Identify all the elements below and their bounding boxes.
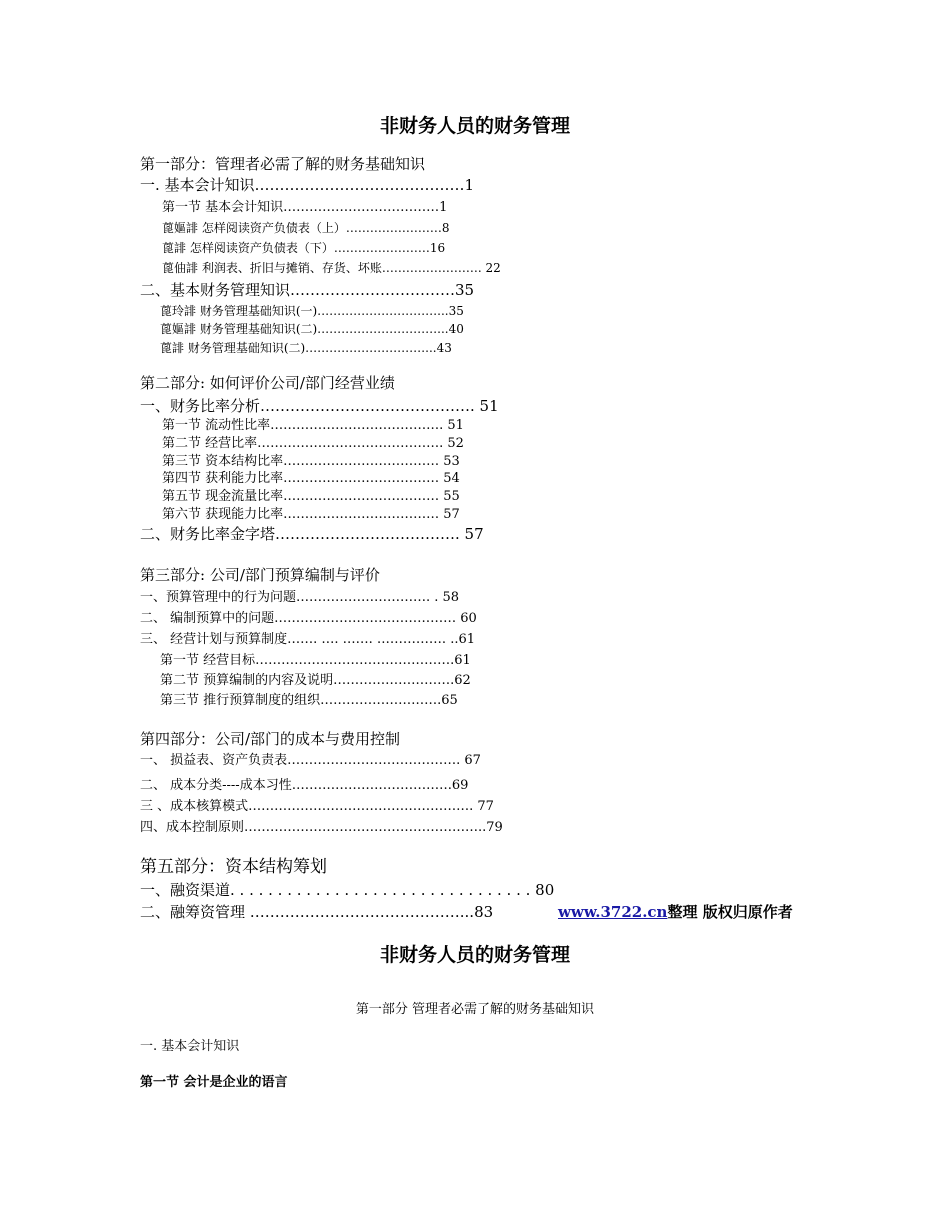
toc-entry-4-1: 一、 损益表、资产负责表…………………………………. 67 [140,753,481,768]
toc-entry-2-1-6: 第六节 获现能力比率……………………………… 57 [162,507,460,522]
part5-heading: 第五部分：资本结构筹划 [140,857,327,877]
body-title: 非财务人员的财务管理 [379,944,570,966]
toc-entry-2-1-5: 第五节 现金流量比率……………………………… 55 [162,489,460,504]
toc-entry-2-1: 一、财务比率分析……………………………………. 51 [140,397,499,415]
part4-heading: 第四部分：公司/部门的成本与费用控制 [140,730,401,748]
toc-entry-2-2: 二、财务比率金字塔………………………………. 57 [140,525,484,543]
toc-entry-1-1: 一. 基本会计知识……………………………………1 [140,176,475,194]
body-section-heading: 一. 基本会计知识 [140,1039,240,1054]
credit-line [558,905,793,920]
toc-entry-2-1-4: 第四节 获利能力比率……………………………… 54 [162,471,460,486]
body-subsection-heading: 第一节 会计是企业的语言 [140,1075,288,1090]
toc-entry-2-1-2: 第二节 经营比率……………………………………. 52 [162,436,464,451]
toc-entry-1-1-2: 蓖嫗誹 怎样阅读资产负债表（上）……………………8 [162,221,450,235]
toc-entry-1-2: 二、基本财务管理知识……………………………35 [140,281,475,299]
website-link[interactable]: www.3722.cn [558,903,668,921]
toc-entry-3-3-2: 第二节 预算编制的内容及说明……………………….62 [160,673,471,688]
part1-heading: 第一部分：管理者必需了解的财务基础知识 [140,155,426,173]
part2-heading: 第二部分: 如何评价公司/部门经营业绩 [140,374,395,392]
body-part-heading: 第一部分 管理者必需了解的财务基础知识 [355,1002,595,1017]
toc-entry-4-3: 三 、成本核算模式……………………………………………. 77 [140,799,494,814]
toc-entry-5-2: 二、融筹资管理 ……………………………………...83 [140,903,494,921]
toc-title: 非财务人员的财务管理 [379,115,570,137]
toc-entry-2-1-3: 第三节 资本结构比率……………………………… 53 [162,454,460,469]
part3-heading: 第三部分: 公司/部门预算编制与评价 [140,566,380,584]
credit-note: 整理 版权归原作者 [667,903,793,921]
toc-entry-3-3-3: 第三节 推行预算制度的组织……………………….65 [160,693,458,708]
toc-entry-1-2-1: 蓖玲誹 财务管理基础知识(一)…………………………...35 [160,304,464,318]
toc-entry-5-1: 一、融资渠道. . . . . . . . . . . . . . . . . . . . . . . . . . . . . . . . 80 [140,881,555,899]
toc-entry-2-1-1: 第一节 流动性比率…………………………………. 51 [162,418,464,433]
toc-entry-4-2: 二、 成本分类----成本习性……………………………….69 [140,778,469,793]
toc-entry-3-2: 二、 编制预算中的问题…………………………………… 60 [140,611,477,626]
toc-entry-4-4: 四、成本控制原则………………………………………………..79 [140,820,503,835]
toc-entry-1-1-3: 蓖誹 怎样阅读资产负债表（下）……………………16 [162,241,446,255]
toc-entry-3-3-1: 第一节 经营目标……………………………………….61 [160,653,471,668]
toc-entry-3-3: 三、 经营计划与预算制度……. …. ……. ……………. ..61 [140,632,475,647]
toc-entry-3-1: 一、预算管理中的行为问题…………………………. . 58 [140,590,460,605]
toc-entry-1-2-3: 蓖誹 财务管理基础知识(二)…………………………...43 [160,341,452,355]
toc-entry-1-1-4: 蓖伷誹 利润表、折旧与摊销、存货、坏账……………………. 22 [162,261,501,275]
toc-entry-1-2-2: 蓖嫗誹 财务管理基础知识(二)…………………………...40 [160,322,464,336]
toc-entry-1-1-1: 第一节 基本会计知识………………………………1 [162,200,448,215]
